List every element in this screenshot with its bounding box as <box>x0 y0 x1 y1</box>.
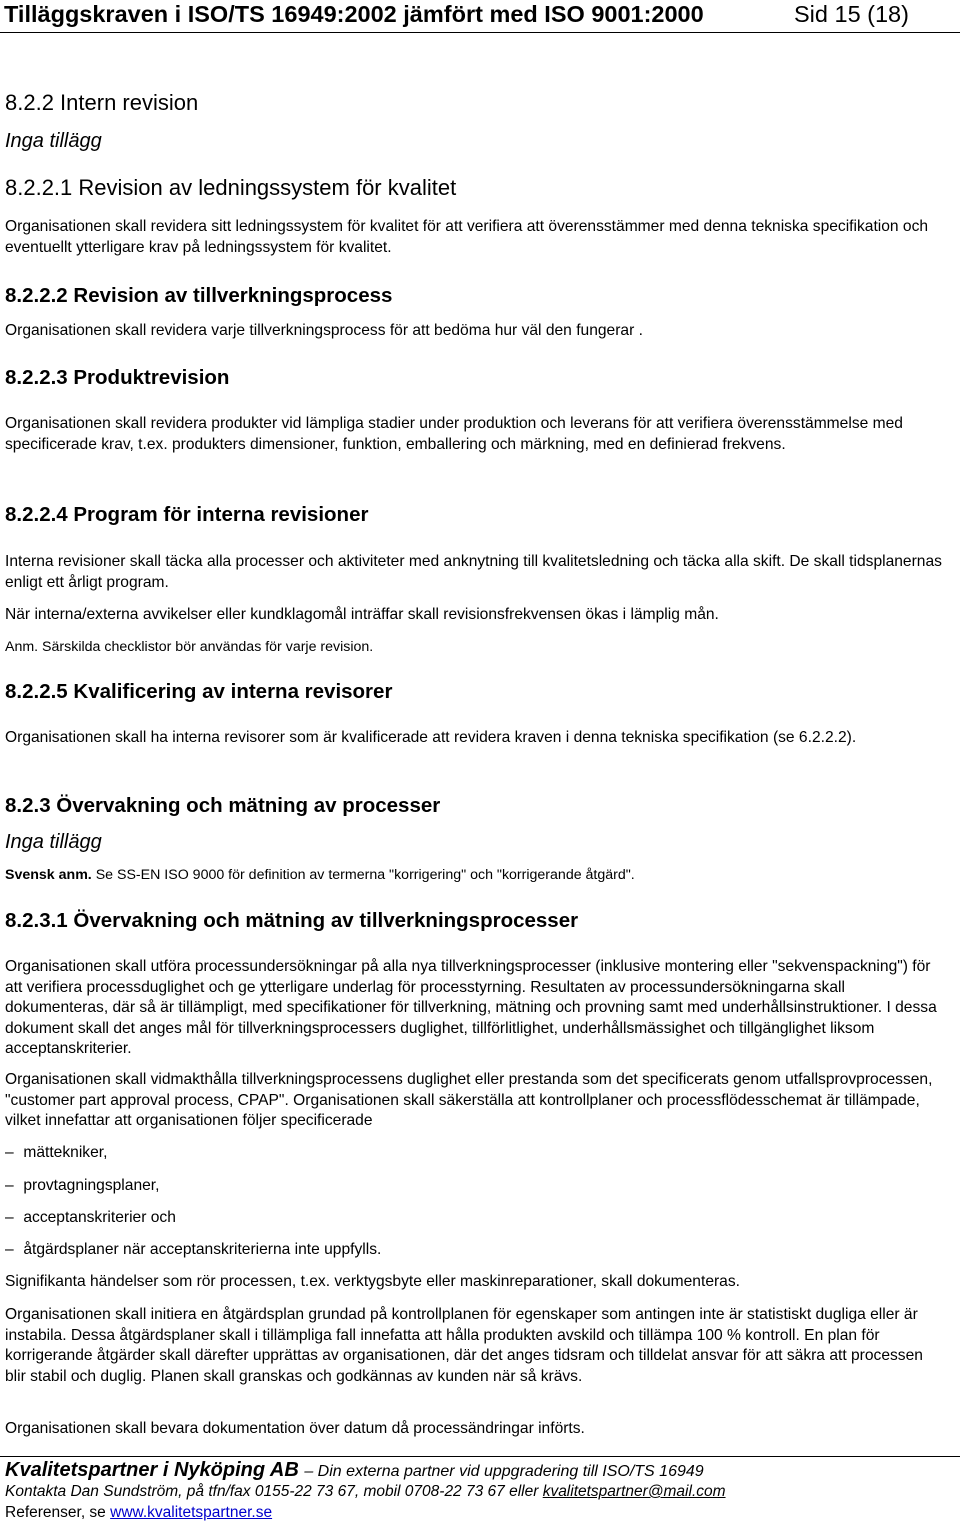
list-dash: – <box>5 1177 14 1194</box>
list-dash: – <box>5 1209 14 1226</box>
paragraph-8-2-2-3: Organisationen skall revidera produkter vid lämpliga stadier under produktion och leverans för att verifiera överensstämmelse med specificerade krav, t.ex. produkters dimensioner, funktion, emballering och märkning, med en definierad frekvens. <box>5 415 903 453</box>
list-item-text: acceptanskriterier och <box>23 1209 176 1226</box>
footer-reference-line <box>5 1504 272 1522</box>
paragraph-8-2-3-1-e: Organisationen skall bevara dokumentation över datum då processändringar införts. <box>5 1420 585 1437</box>
heading-8-2-2-5: 8.2.2.5 Kvalificering av interna revisorer <box>5 680 393 703</box>
note-inga-tillagg-2: Inga tillägg <box>5 831 102 853</box>
paragraph-8-2-2-5: Organisationen skall ha interna revisorer som är kvalificerade att revidera kraven i denna tekniska specifikation (se 6.2.2.2). <box>5 729 857 746</box>
svensk-anm-label: Svensk anm. <box>5 867 92 883</box>
footer-ref-label: Referenser, se <box>5 1504 106 1521</box>
paragraph-8-2-3-1-a: Organisationen skall utföra processundersökningar på alla nya tillverkningsprocesser (inklusive montering eller "sekvenspackning") för att verifiera processduglighet och ge ytterligare underlag för processtyrning. Resultaten av processundersökningarna skall dokumenteras, där så är tillämpligt, med specifikationer för tillverkning, mätning och provning samt med underhållsinstruktioner. I dessa dokument skall det anges mål för tillverkningsprocessers duglighet, tillförlitlighet, underhållsmässighet och tillgänglighet liksom acceptanskriterier. <box>5 958 937 1057</box>
document-title: Tilläggskraven i ISO/TS 16949:2002 jämfört med ISO 9001:2000 <box>4 1 704 27</box>
list-item-text: provtagningsplaner, <box>23 1177 160 1194</box>
svensk-anm-text: Se SS-EN ISO 9000 för definition av termerna "korrigering" och "korrigerande åtgärd". <box>95 867 635 883</box>
list-item <box>5 1240 381 1260</box>
anm-note: Anm. Särskilda checklistor bör användas för varje revision. <box>5 639 374 655</box>
page-number: Sid 15 (18) <box>794 1 909 27</box>
paragraph-8-2-2-4-b: När interna/externa avvikelser eller kundklagomål inträffar skall revisionsfrekvensen ökas i lämplig mån. <box>5 606 719 623</box>
footer-divider <box>0 1456 960 1457</box>
footer-website-link[interactable]: www.kvalitetspartner.se <box>110 1504 273 1521</box>
paragraph-8-2-3-1-d: Organisationen skall initiera en åtgärdsplan grundad på kontrollplanen för egenskaper som antingen inte är statistiskt dugliga eller är instabila. Dessa åtgärdsplaner skall i tillämpliga fall innefatta att hålla produkten avskild och tillämpa 100 % kontroll. En plan för korrigerande åtgärder skall därefter upprättas av organisationen, där det anges tidsram och tilldelat ansvar för att säkra att processen blir stabil och duglig. Planen skall granskas och godkännas av kunden när så krävs. <box>5 1306 923 1385</box>
paragraph-8-2-2-1: Organisationen skall revidera sitt ledningssystem för kvalitet för att verifiera att överensstämmer med denna tekniska specifikation och eventuellt ytterligare krav på ledningssystem för kvalitet. <box>5 218 929 256</box>
paragraph-8-2-2-4-a: Interna revisioner skall täcka alla processer och aktiviteter med anknytning till kvalitetsledning och täcka alla skift. De skall tidsplanernas enligt ett årligt program. <box>5 553 942 591</box>
paragraph-8-2-2-2: Organisationen skall revidera varje tillverkningsprocess för att bedöma hur väl den fungerar . <box>5 322 643 339</box>
list-item <box>5 1208 176 1228</box>
footer-company-line <box>5 1459 704 1482</box>
svensk-anm-note <box>5 866 945 884</box>
footer-tagline: – Din externa partner vid uppgradering till ISO/TS 16949 <box>304 1463 704 1480</box>
paragraph-8-2-3-1-b: Organisationen skall vidmakthålla tillverkningsprocessens duglighet eller prestanda som det specificerats genom utfallsprovprocessen, "customer part approval process, CPAP". Organisationen skall säkerställa att kontrollplaner och processflödesschemat är tillämpade, vilket innefattar att organisationen följer specificerade <box>5 1071 933 1129</box>
heading-8-2-2-2: 8.2.2.2 Revision av tillverkningsprocess <box>5 284 393 307</box>
note-inga-tillagg: Inga tillägg <box>5 130 102 152</box>
heading-8-2-2-3: 8.2.2.3 Produktrevision <box>5 366 230 389</box>
list-dash: – <box>5 1241 14 1258</box>
footer-email-link[interactable]: kvalitetspartner@mail.com <box>542 1483 726 1500</box>
heading-8-2-3-1: 8.2.3.1 Övervakning och mätning av tillverkningsprocesser <box>5 909 579 932</box>
list-item <box>5 1176 159 1196</box>
list-item <box>5 1143 107 1163</box>
heading-8-2-2-1: 8.2.2.1 Revision av ledningssystem för kvalitet <box>5 175 457 200</box>
list-item-text: mättekniker, <box>23 1144 108 1161</box>
page-header <box>0 0 960 33</box>
list-dash: – <box>5 1144 14 1161</box>
heading-8-2-2-4: 8.2.2.4 Program för interna revisioner <box>5 503 369 526</box>
footer-company: Kvalitetspartner i Nyköping AB <box>5 1459 299 1481</box>
heading-8-2-3: 8.2.3 Övervakning och mätning av processer <box>5 794 441 817</box>
heading-8-2-2: 8.2.2 Intern revision <box>5 90 199 115</box>
footer-contact: Kontakta Dan Sundström, på tfn/fax 0155-22 73 67, mobil 0708-22 73 67 eller <box>5 1483 539 1500</box>
list-item-text: åtgärdsplaner när acceptanskriterierna inte uppfylls. <box>23 1241 382 1258</box>
paragraph-8-2-3-1-c: Signifikanta händelser som rör processen, t.ex. verktygsbyte eller maskinreparationer, skall dokumenteras. <box>5 1273 740 1290</box>
footer-contact-line <box>5 1483 726 1501</box>
